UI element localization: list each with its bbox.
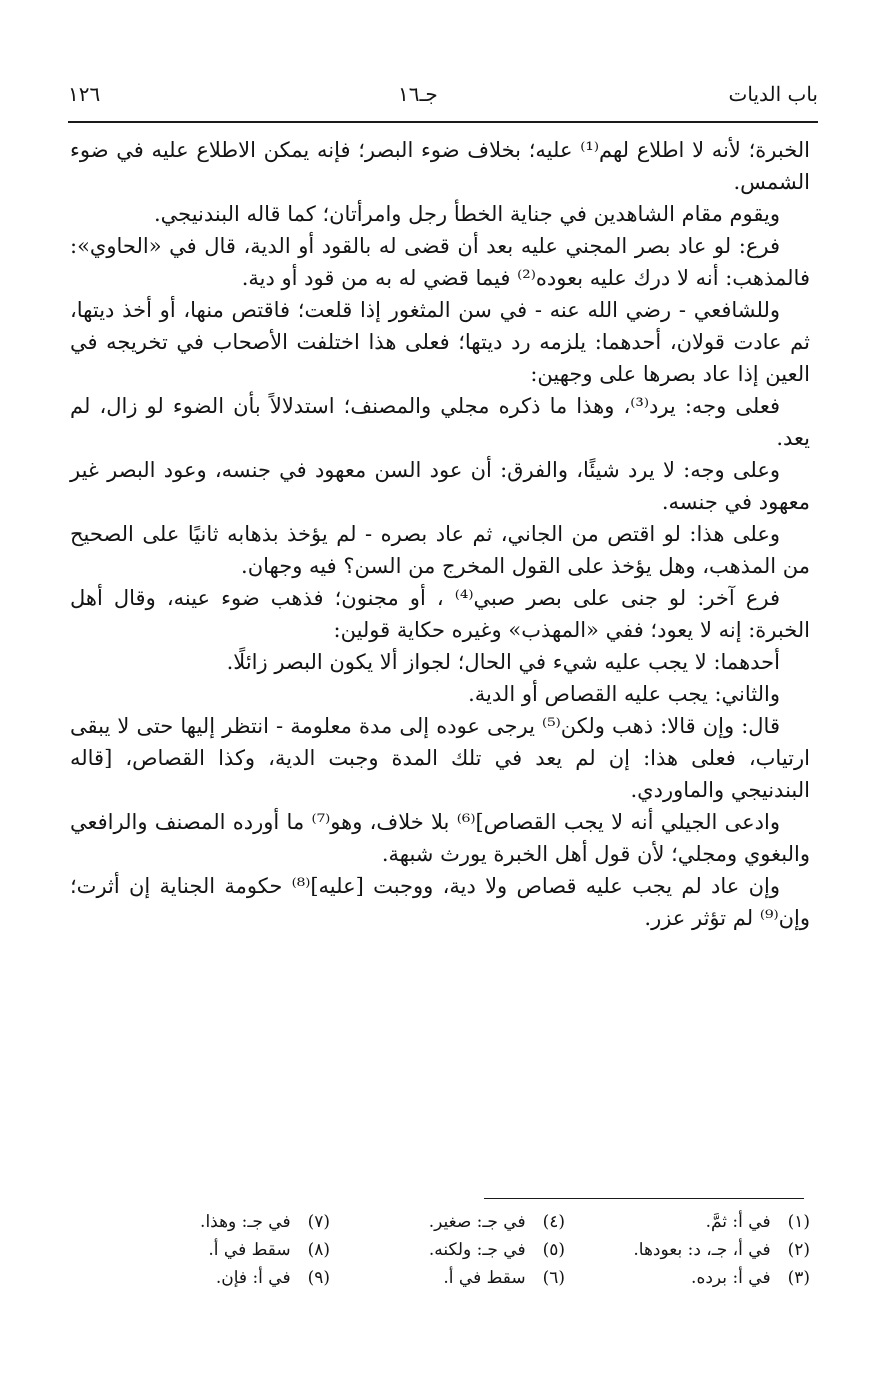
main-text — [70, 134, 810, 1184]
footnote — [580, 1208, 810, 1236]
paragraph: وادعى الجيلي أنه لا يجب القصاص]⁽⁶⁾ بلا خلاف، وهو⁽⁷⁾ ما أورده المصنف والرافعي والبغوي ومجلي؛ لأن قول أهل الخبرة يورث شبهة. — [70, 810, 810, 866]
footnote-text: في جـ: صغير. — [428, 1212, 526, 1232]
footnote-text: في أ: برده. — [691, 1268, 771, 1288]
paragraph: أحدهما: لا يجب عليه شيء في الحال؛ لجواز ألا يكون البصر زائلًا. — [226, 650, 780, 674]
footnotes — [110, 1208, 810, 1303]
footnote — [580, 1236, 810, 1264]
paragraph: وإن عاد لم يجب عليه قصاص ولا دية، ووجبت [عليه]⁽⁸⁾ حكومة الجناية إن أثرت؛ وإن⁽⁹⁾ لم تؤثر عزر. — [70, 874, 810, 930]
footnote — [100, 1236, 330, 1264]
footnote-column — [335, 1208, 565, 1292]
footnote-number: (٨) — [307, 1240, 330, 1260]
footnote-column — [100, 1208, 330, 1292]
footnote-number: (٣) — [787, 1268, 810, 1288]
footnote-column — [580, 1208, 810, 1292]
paragraph: والثاني: يجب عليه القصاص أو الدية. — [468, 682, 780, 706]
paragraph: الخبرة؛ لأنه لا اطلاع لهم⁽¹⁾ عليه؛ بخلاف ضوء البصر؛ فإنه يمكن الاطلاع عليه في ضوء الشمس. — [70, 138, 810, 194]
footnote — [100, 1208, 330, 1236]
footnote-number: (١) — [787, 1212, 810, 1232]
footnote-text: في أ، جـ، د: بعودها. — [633, 1240, 771, 1260]
paragraph: فرع آخر: لو جنى على بصر صبي⁽⁴⁾ ، أو مجنون؛ فذهب ضوء عينه، وقال أهل الخبرة: إنه لا يعود؛ ففي «المهذب» وغيره حكاية قولين: — [70, 586, 810, 642]
footnote-text: في أ: ثمَّ. — [705, 1212, 771, 1232]
footnote — [335, 1236, 565, 1264]
footnote — [335, 1208, 565, 1236]
footnote-number: (٥) — [542, 1240, 565, 1260]
footnote-text: في جـ: وهذا. — [200, 1212, 291, 1232]
header-rule — [68, 121, 818, 123]
paragraph: وعلى وجه: لا يرد شيئًا، والفرق: أن عود السن معهود في جنسه، وعود البصر غير معهود في جنسه. — [70, 458, 810, 514]
footnote — [100, 1264, 330, 1292]
paragraph: قال: وإن قالا: ذهب ولكن⁽⁵⁾ يرجى عوده إلى مدة معلومة - انتظر إليها حتى لا يبقى ارتياب، فعلى هذا: إن لم يعد في تلك المدة وجبت الدية، وكذا القصاص، [قاله البندنيجي والماوردي. — [70, 714, 810, 802]
footnote-number: (٦) — [542, 1268, 565, 1288]
footnote — [335, 1264, 565, 1292]
footnote-text: سقط في أ. — [208, 1240, 291, 1260]
paragraph: وللشافعي - رضي الله عنه - في سن المثغور إذا قلعت؛ فاقتص منها، أو أخذ ديتها، ثم عادت قولان، أحدهما: يلزمه رد ديتها؛ فعلى هذا اختلفت الأصحاب في تخريجه في العين إذا عاد بصرها على وجهين: — [70, 298, 810, 386]
footnote — [580, 1264, 810, 1292]
footnote-number: (٢) — [787, 1240, 810, 1260]
footnote-number: (٧) — [307, 1212, 330, 1232]
page-number: ١٢٦ — [68, 82, 101, 106]
running-header — [68, 82, 818, 118]
footnote-rule — [484, 1198, 804, 1199]
footnote-number: (٤) — [542, 1212, 565, 1232]
chapter-title: باب الديات — [728, 82, 818, 106]
paragraph: فعلى وجه: يرد⁽³⁾، وهذا ما ذكره مجلي والمصنف؛ استدلالاً بأن الضوء لو زال، لم يعد. — [70, 394, 810, 450]
paragraph: فرع: لو عاد بصر المجني عليه بعد أن قضى له بالقود أو الدية، قال في «الحاوي»: فالمذهب: أنه لا درك عليه بعوده⁽²⁾ فيما قضي له به من قود أو دية. — [70, 234, 810, 290]
footnote-text: سقط في أ. — [443, 1268, 526, 1288]
paragraph: وعلى هذا: لو اقتص من الجاني، ثم عاد بصره - لم يؤخذ بذهابه ثانيًا على الصحيح من المذهب، وهل يؤخذ على القول المخرج من السن؟ فيه وجهان. — [70, 522, 810, 578]
paragraph: ويقوم مقام الشاهدين في جناية الخطأ رجل وامرأتان؛ كما قاله البندنيجي. — [153, 202, 780, 226]
footnote-text: في جـ: ولكنه. — [428, 1240, 526, 1260]
footnote-text: في أ: فإن. — [215, 1268, 291, 1288]
volume-label: جـ١٦ — [398, 82, 438, 106]
footnote-number: (٩) — [307, 1268, 330, 1288]
